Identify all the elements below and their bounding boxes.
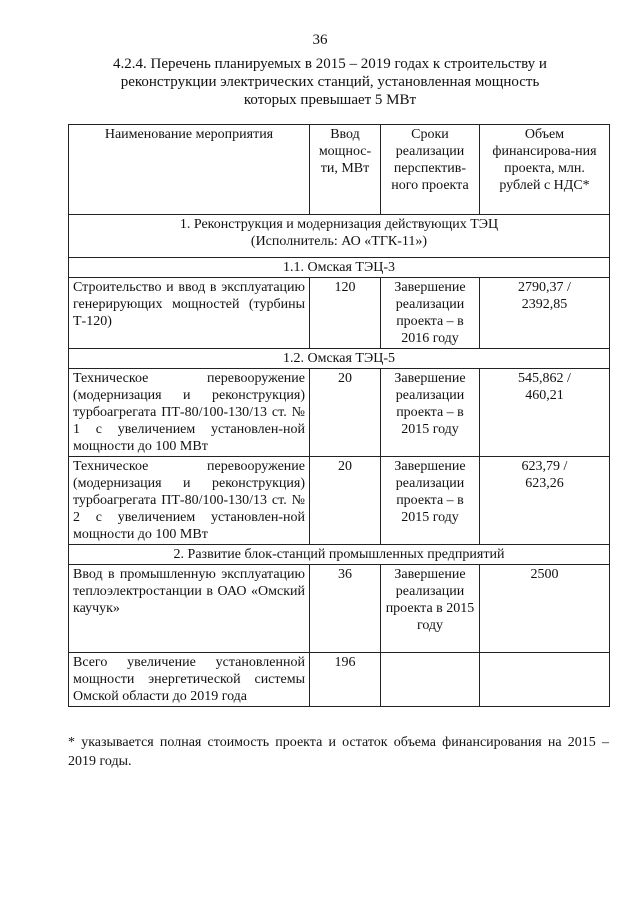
row-4-name-cell <box>69 565 310 653</box>
subsection-1-1-title: 1.1. Омская ТЭЦ-3 <box>69 258 610 278</box>
section-1-executor: (Исполнитель: АО «ТГК-11») <box>250 234 428 249</box>
table-row <box>69 457 610 545</box>
row-1-capacity: 120 <box>310 278 381 349</box>
row-3-financing <box>480 457 610 545</box>
row-3-name: Техническое перевооружение (модернизация и реконструкция) турбоагрегата ПТ-80/100-130/13 ст. № 2 с увеличением установлен-ной мощности до 100 МВт <box>69 457 310 545</box>
section-1-title: 1. Реконструкция и модернизация действующих ТЭЦ <box>179 217 499 232</box>
row-3-terms: Завершение реализации проекта – в 2015 году <box>381 457 480 545</box>
total-name: Всего увеличение установленной мощности энергетической системы Омской области до 2019 года <box>69 653 310 707</box>
total-capacity: 196 <box>310 653 381 707</box>
row-1-financing <box>480 278 610 349</box>
row-2-financing-remaining: 460,21 <box>525 388 564 403</box>
total-terms-empty <box>381 653 480 707</box>
table-row <box>69 565 610 653</box>
header-financing: Объем финансирова-ния проекта, млн. рублей с НДС* <box>480 125 610 215</box>
row-4-terms: Завершение реализации проекта в 2015 году <box>381 565 480 653</box>
row-2-financing-total: 545,862 / <box>518 371 571 386</box>
row-2-terms: Завершение реализации проекта – в 2015 году <box>381 369 480 457</box>
subsection-row-1-2 <box>69 349 610 369</box>
row-1-terms: Завершение реализации проекта – в 2016 году <box>381 278 480 349</box>
row-3-capacity: 20 <box>310 457 381 545</box>
title-line-3: которых превышает 5 МВт <box>243 92 417 108</box>
row-2-name: Техническое перевооружение (модернизация и реконструкция) турбоагрегата ПТ-80/100-130/13 ст. № 1 с увеличением установлен-ной мощности до 100 МВт <box>69 369 310 457</box>
row-4-capacity: 36 <box>310 565 381 653</box>
subsection-row-1-1 <box>69 258 610 278</box>
row-4-financing: 2500 <box>480 565 610 653</box>
header-name: Наименование мероприятия <box>69 125 310 215</box>
row-2-capacity: 20 <box>310 369 381 457</box>
section-2-title: 2. Развитие блок-станций промышленных предприятий <box>69 545 610 565</box>
total-financing-empty <box>480 653 610 707</box>
total-row <box>69 653 610 707</box>
section-1-cell <box>69 215 610 258</box>
row-3-financing-total: 623,79 / <box>521 459 568 474</box>
footnote: * указывается полная стоимость проекта и остаток объема финансирования на 2015 – 2019 годы. <box>68 735 609 769</box>
section-row-2 <box>69 545 610 565</box>
section-title <box>90 55 570 109</box>
row-3-financing-remaining: 623,26 <box>525 476 564 491</box>
row-1-financing-remaining: 2392,85 <box>521 297 568 312</box>
header-terms: Сроки реализации перспектив-ного проекта <box>381 125 480 215</box>
row-1-financing-total: 2790,37 / <box>518 280 571 295</box>
subsection-1-2-title: 1.2. Омская ТЭЦ-5 <box>69 349 610 369</box>
table-row <box>69 278 610 349</box>
row-4-name: Ввод в промышленную эксплуатацию теплоэлектростанции в ОАО «Омский каучук» <box>73 567 305 616</box>
section-row-1 <box>69 215 610 258</box>
power-plants-table <box>68 124 610 707</box>
page-number: 36 <box>312 32 328 48</box>
table-header-row <box>69 125 610 215</box>
table-row <box>69 369 610 457</box>
row-1-name: Строительство и ввод в эксплуатацию генерирующих мощностей (турбины Т-120) <box>69 278 310 349</box>
header-capacity: Ввод мощнос-ти, МВт <box>310 125 381 215</box>
title-line-1: 4.2.4. Перечень планируемых в 2015 – 2019 годах к строительству и <box>113 56 547 72</box>
title-line-2: реконструкции электрических станций, установленная мощность <box>120 74 540 90</box>
row-2-financing <box>480 369 610 457</box>
